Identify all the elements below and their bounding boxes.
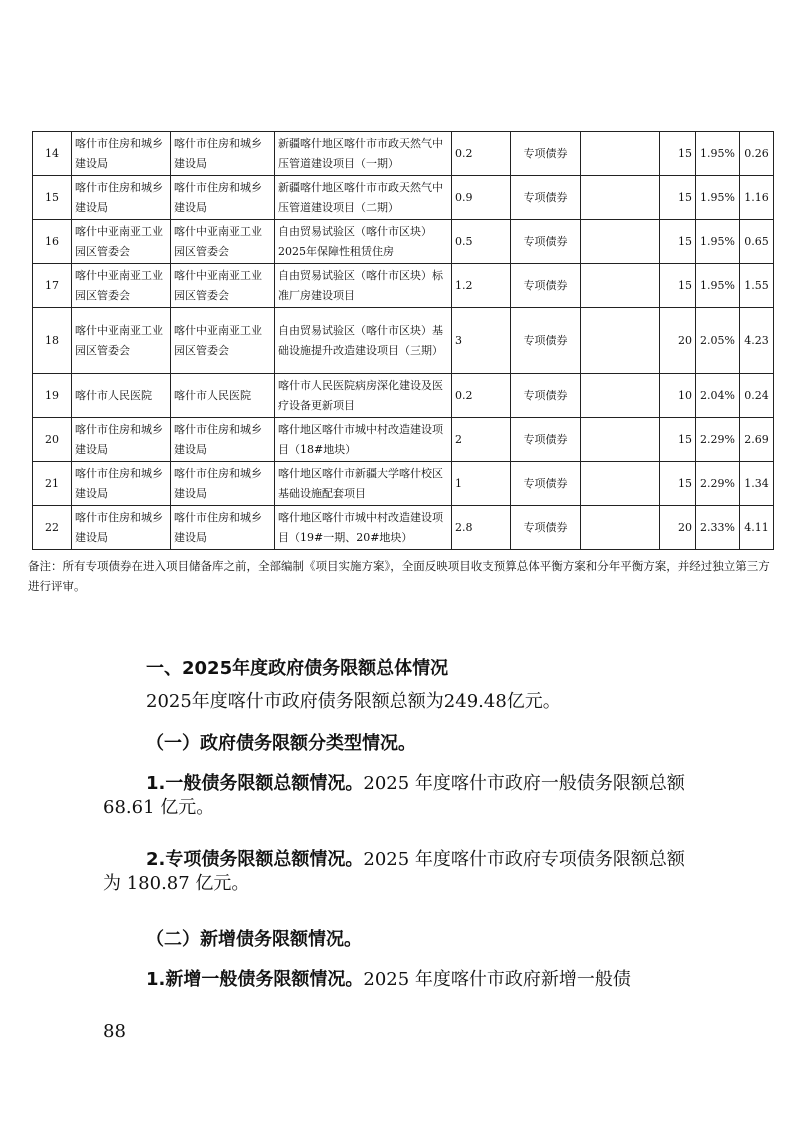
project-name: 喀什地区喀什市新疆大学喀什校区基础设施配套项目 (275, 462, 452, 506)
competent-department: 喀什市住房和城乡建设局 (171, 462, 275, 506)
bond-amount: 0.9 (452, 176, 511, 220)
bond-amount: 2.8 (452, 506, 511, 550)
implementing-unit: 喀什市住房和城乡建设局 (72, 462, 171, 506)
general-debt-text: 2025 年度喀什市政府一般债务限额总额 68.61 亿元。 (103, 773, 685, 818)
interest-amount: 1.55 (740, 264, 774, 308)
implementing-unit: 喀什市住房和城乡建设局 (72, 176, 171, 220)
interest-amount: 4.11 (740, 506, 774, 550)
table-row (33, 418, 774, 462)
new-general-debt-text: 2025 年度喀什市政府新增一般债 (363, 969, 631, 990)
bond-amount: 1 (452, 462, 511, 506)
page-number: 88 (103, 1021, 126, 1042)
interest-rate: 2.05% (696, 308, 740, 374)
interest-amount: 1.34 (740, 462, 774, 506)
table-row (33, 308, 774, 374)
bond-type: 专项债券 (511, 506, 581, 550)
competent-department: 喀什中亚南亚工业园区管委会 (171, 220, 275, 264)
interest-amount: 0.24 (740, 374, 774, 418)
bond-amount: 0.2 (452, 374, 511, 418)
bond-term: 15 (660, 176, 696, 220)
interest-amount: 4.23 (740, 308, 774, 374)
blank-cell (581, 264, 660, 308)
project-name: 喀什地区喀什市城中村改造建设项目（18#地块） (275, 418, 452, 462)
table-row (33, 462, 774, 506)
interest-amount: 1.16 (740, 176, 774, 220)
interest-rate: 2.29% (696, 418, 740, 462)
bond-term: 15 (660, 220, 696, 264)
blank-cell (581, 176, 660, 220)
project-name: 自由贸易试验区（喀什市区块）2025年保障性租赁住房 (275, 220, 452, 264)
project-name: 喀什地区喀什市城中村改造建设项目（19#一期、20#地块） (275, 506, 452, 550)
blank-cell (581, 132, 660, 176)
row-number: 16 (33, 220, 72, 264)
subheading-by-type: （一）政府债务限额分类型情况。 (146, 733, 416, 754)
implementing-unit: 喀什市住房和城乡建设局 (72, 132, 171, 176)
bond-term: 15 (660, 462, 696, 506)
implementing-unit: 喀什中亚南亚工业园区管委会 (72, 220, 171, 264)
implementing-unit: 喀什市人民医院 (72, 374, 171, 418)
interest-rate: 2.04% (696, 374, 740, 418)
row-number: 21 (33, 462, 72, 506)
new-general-debt-paragraph (146, 968, 706, 992)
bond-term: 15 (660, 418, 696, 462)
project-name: 新疆喀什地区喀什市市政天然气中压管道建设项目（二期） (275, 176, 452, 220)
interest-rate: 2.29% (696, 462, 740, 506)
special-debt-paragraph (103, 848, 693, 896)
interest-amount: 0.26 (740, 132, 774, 176)
special-debt-text: 2025 年度喀什市政府专项债务限额总额为 180.87 亿元。 (103, 849, 685, 894)
blank-cell (581, 374, 660, 418)
interest-amount: 2.69 (740, 418, 774, 462)
bond-type: 专项债券 (511, 462, 581, 506)
subheading-new-debt: （二）新增债务限额情况。 (146, 929, 362, 950)
table-body (33, 132, 774, 550)
general-debt-title: 1.一般债务限额总额情况。 (146, 773, 364, 794)
bond-amount: 0.5 (452, 220, 511, 264)
new-general-debt-title: 1.新增一般债务限额情况。 (146, 969, 364, 990)
interest-rate: 1.95% (696, 132, 740, 176)
implementing-unit: 喀什市住房和城乡建设局 (72, 418, 171, 462)
bond-amount: 1.2 (452, 264, 511, 308)
row-number: 14 (33, 132, 72, 176)
project-name: 自由贸易试验区（喀什市区块）基础设施提升改造建设项目（三期） (275, 308, 452, 374)
project-name: 喀什市人民医院病房深化建设及医疗设备更新项目 (275, 374, 452, 418)
project-name: 自由贸易试验区（喀什市区块）标准厂房建设项目 (275, 264, 452, 308)
bond-term: 15 (660, 264, 696, 308)
special-bond-table (32, 131, 774, 550)
bond-type: 专项债券 (511, 308, 581, 374)
competent-department: 喀什市人民医院 (171, 374, 275, 418)
blank-cell (581, 220, 660, 264)
bond-amount: 3 (452, 308, 511, 374)
interest-rate: 2.33% (696, 506, 740, 550)
interest-rate: 1.95% (696, 220, 740, 264)
section-heading: 一、2025年度政府债务限额总体情况 (146, 658, 449, 679)
row-number: 19 (33, 374, 72, 418)
competent-department: 喀什中亚南亚工业园区管委会 (171, 264, 275, 308)
row-number: 15 (33, 176, 72, 220)
interest-rate: 1.95% (696, 176, 740, 220)
bond-type: 专项债券 (511, 132, 581, 176)
table-row (33, 264, 774, 308)
competent-department: 喀什市住房和城乡建设局 (171, 132, 275, 176)
interest-amount: 0.65 (740, 220, 774, 264)
interest-rate: 1.95% (696, 264, 740, 308)
bond-type: 专项债券 (511, 264, 581, 308)
bond-term: 20 (660, 308, 696, 374)
implementing-unit: 喀什中亚南亚工业园区管委会 (72, 308, 171, 374)
row-number: 22 (33, 506, 72, 550)
bond-type: 专项债券 (511, 418, 581, 462)
implementing-unit: 喀什市住房和城乡建设局 (72, 506, 171, 550)
bond-type: 专项债券 (511, 176, 581, 220)
bond-amount: 2 (452, 418, 511, 462)
table-note: 备注：所有专项债券在进入项目储备库之前，全部编制《项目实施方案》，全面反映项目收支预算总体平衡方案和分年平衡方案，并经过独立第三方进行评审。 (28, 559, 770, 593)
competent-department: 喀什市住房和城乡建设局 (171, 418, 275, 462)
total-limit-text: 2025年度喀什市政府债务限额总额为249.48亿元。 (146, 691, 561, 712)
project-name: 新疆喀什地区喀什市市政天然气中压管道建设项目（一期） (275, 132, 452, 176)
blank-cell (581, 308, 660, 374)
row-number: 17 (33, 264, 72, 308)
bond-type: 专项债券 (511, 220, 581, 264)
table-row (33, 132, 774, 176)
bond-term: 10 (660, 374, 696, 418)
table-row (33, 506, 774, 550)
blank-cell (581, 506, 660, 550)
bond-term: 20 (660, 506, 696, 550)
table-row (33, 220, 774, 264)
row-number: 18 (33, 308, 72, 374)
competent-department: 喀什市住房和城乡建设局 (171, 176, 275, 220)
table-row (33, 374, 774, 418)
general-debt-paragraph (103, 772, 693, 820)
bond-type: 专项债券 (511, 374, 581, 418)
bond-term: 15 (660, 132, 696, 176)
row-number: 20 (33, 418, 72, 462)
special-debt-title: 2.专项债务限额总额情况。 (146, 849, 364, 870)
blank-cell (581, 462, 660, 506)
table-row (33, 176, 774, 220)
blank-cell (581, 418, 660, 462)
implementing-unit: 喀什中亚南亚工业园区管委会 (72, 264, 171, 308)
bond-amount: 0.2 (452, 132, 511, 176)
competent-department: 喀什市住房和城乡建设局 (171, 506, 275, 550)
competent-department: 喀什中亚南亚工业园区管委会 (171, 308, 275, 374)
